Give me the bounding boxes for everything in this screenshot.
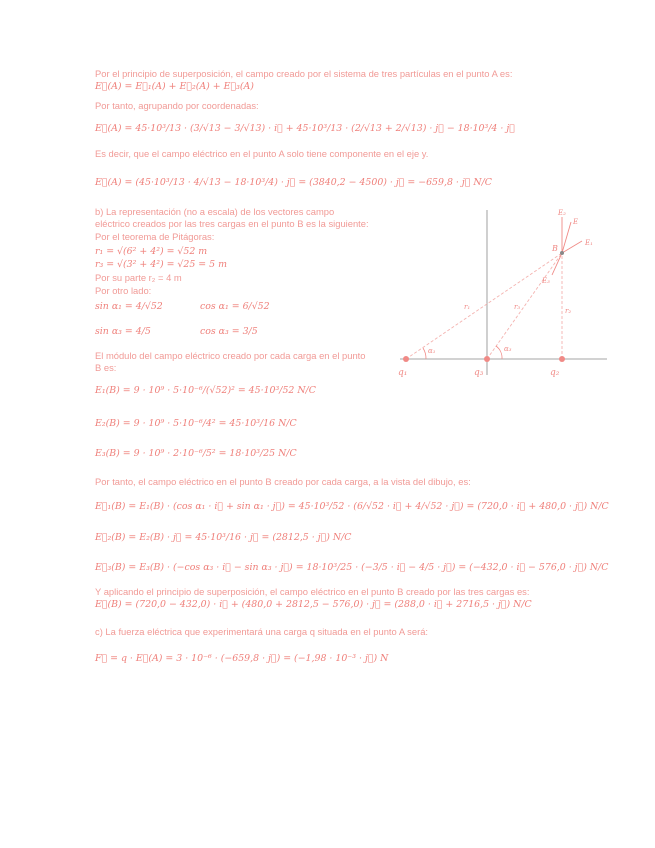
equation: E⃗₃(B) = E₃(B) · (−cos α₃ · i⃗ − sin α₃ · j⃗) = 18·10³/25 · (−3/5 · i⃗ − 4/5 · j⃗) = (−432,0 · i⃗ − 576,0 · j⃗) N/C [95, 562, 609, 573]
equation: cos α₁ = 6/√52 [200, 301, 270, 312]
q1-charge [403, 356, 409, 362]
text-line: Por su parte r₂ = 4 m [95, 272, 182, 283]
text-line: eléctrico creados por las tres cargas en el punto B es la siguiente: [95, 218, 369, 229]
text-line: c) La fuerza eléctrica que experimentará una carga q situada en el punto A será: [95, 626, 429, 637]
q2-charge [559, 356, 565, 362]
text-line: Es decir, que el campo eléctrico en el punto A solo tiene componente en el eje y. [95, 148, 429, 159]
text-line: B es: [95, 362, 117, 373]
equation: sin α₁ = 4/√52 [95, 301, 163, 312]
q3-label: q₃ [474, 368, 484, 378]
text-line: Por tanto, el campo eléctrico en el punto B creado por cada carga, a la vista del dibujo, es: [95, 476, 471, 487]
alpha1-label: α₁ [428, 347, 436, 355]
text-line: Por el teorema de Pitágoras: [95, 231, 215, 242]
text-line: Y aplicando el principio de superposición, el campo eléctrico en el punto B creado por las tres cargas es: [95, 586, 530, 597]
q1-label: q₁ [398, 368, 408, 378]
text-line: El módulo del campo eléctrico creado por cada carga en el punto [95, 350, 366, 361]
equation: E⃗₂(B) = E₂(B) · j⃗ = 45·10³/16 · j⃗ = (2812,5 · j⃗) N/C [95, 532, 352, 543]
r1-line [406, 253, 562, 359]
equation: cos α₃ = 3/5 [200, 326, 258, 337]
equation: E⃗(A) = E⃗₁(A) + E⃗₂(A) + E⃗₃(A) [95, 81, 254, 92]
text-line: b) La representación (no a escala) de los vectores campo [95, 206, 335, 217]
equation: E₁(B) = 9 · 10⁹ · 5·10⁻⁶/(√52)² = 45·10³/52 N/C [95, 385, 316, 396]
point-b [560, 251, 564, 255]
equation: E⃗(A) = 45·10³/13 · (3/√13 − 3/√13) · i⃗ + 45·10³/13 · (2/√13 + 2/√13) · j⃗ − 18·10³/4 · j⃗ [95, 123, 515, 134]
text-line: Por el principio de superposición, el campo creado por el sistema de tres partículas en el punto A es: [95, 68, 513, 79]
text-line: Por tanto, agrupando por coordenadas: [95, 100, 259, 111]
r3-label: r₃ [514, 303, 521, 311]
e2-label: E₂ [558, 209, 566, 217]
alpha1-arc [423, 348, 426, 359]
q3-charge [484, 356, 490, 362]
equation: r₁ = √(6² + 4²) = √52 m [95, 246, 208, 257]
equation: E₃(B) = 9 · 10⁹ · 2·10⁻⁶/5² = 18·10³/25 N/C [95, 448, 297, 459]
q2-label: q₂ [550, 368, 560, 378]
r2-label: r₂ [565, 307, 572, 315]
equation: E₂(B) = 9 · 10⁹ · 5·10⁻⁶/4² = 45·10³/16 N/C [95, 418, 297, 429]
equation: r₃ = √(3² + 4²) = √25 = 5 m [95, 259, 227, 270]
point-b-label: B [552, 244, 558, 253]
equation: E⃗(B) = (720,0 − 432,0) · i⃗ + (480,0 + 2812,5 − 576,0) · j⃗ = (288,0 · i⃗ + 2716,5 · j⃗) N/C [95, 599, 532, 610]
equation: F⃗ = q · E⃗(A) = 3 · 10⁻⁶ · (−659,8 · j⃗) = (−1,98 · 10⁻³ · j⃗) N [95, 653, 389, 664]
equation: E⃗(A) = (45·10³/13 · 4/√13 − 18·10³/4) · j⃗ = (3840,2 − 4500) · j⃗ = −659,8 · j⃗ N/C [95, 177, 492, 188]
equation: E⃗₁(B) = E₁(B) · (cos α₁ · i⃗ + sin α₁ · j⃗) = 45·10³/52 · (6/√52 · i⃗ + 4/√52 · j⃗) = (720,0 · i⃗ + 480,0 · j⃗) N/C [95, 501, 609, 512]
e3-label: E₃ [542, 277, 550, 285]
text-line: Por otro lado: [95, 285, 152, 296]
equation: sin α₃ = 4/5 [95, 326, 151, 337]
r3-line [487, 253, 562, 359]
field-vectors-diagram [392, 205, 612, 380]
alpha3-label: α₃ [504, 345, 512, 353]
r1-label: r₁ [464, 303, 471, 311]
e1-label: E₁ [585, 239, 593, 247]
alpha3-arc [496, 346, 502, 359]
e-resultant-label: E [573, 218, 579, 226]
